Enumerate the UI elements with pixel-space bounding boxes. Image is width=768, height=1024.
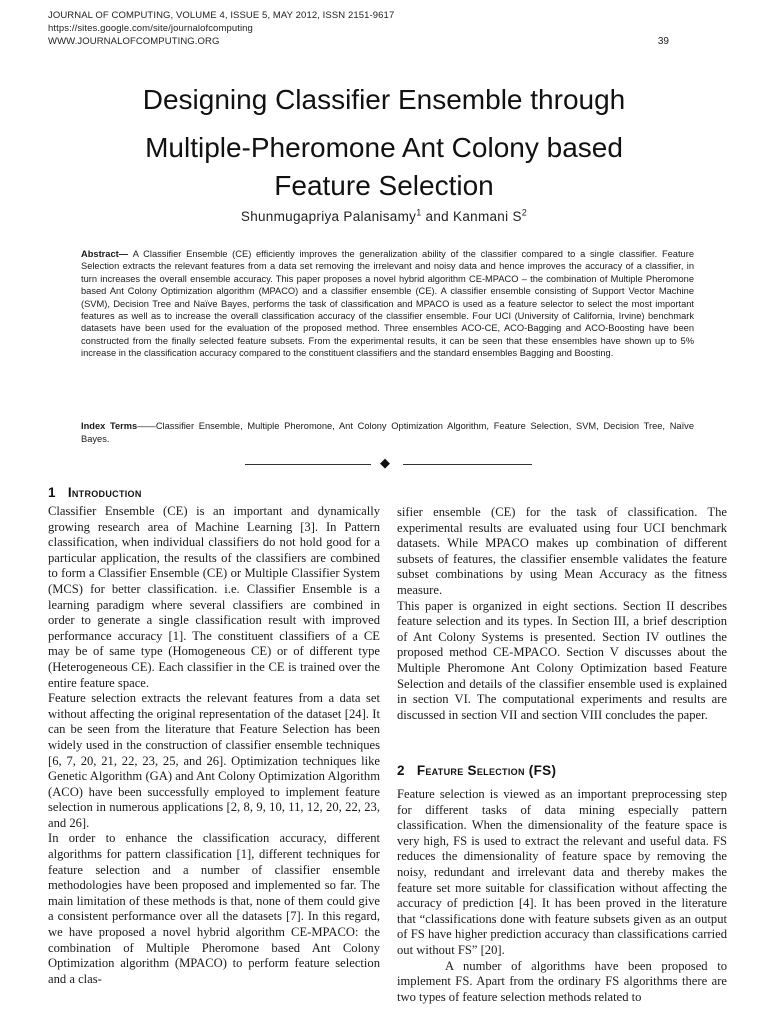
- paper-title-line-3: Feature Selection: [274, 170, 494, 201]
- section-title: Introduction: [67, 485, 142, 500]
- author-1: Shunmugapriya Palanisamy: [240, 209, 417, 224]
- index-terms-text: Classifier Ensemble, Multiple Pheromone, Ant Colony Optimization Algorithm, Feature Selection, SVM, Decision Tree, Naïve Bayes.: [81, 421, 694, 444]
- right-column-intro: [397, 505, 727, 723]
- abstract: [81, 248, 694, 360]
- index-terms-label: Index Terms: [81, 421, 138, 431]
- right-column-feature-selection: [397, 787, 727, 1005]
- paper-title-line-2: Multiple-Pheromone Ant Colony based: [145, 132, 623, 163]
- paper-title-line-1: Designing Classifier Ensemble through: [142, 84, 626, 115]
- paragraph: In order to enhance the classification accuracy, different algorithms for pattern classification [1], different techniques for feature selection and a number of classifier ensemble methodologies have been proposed and implemented so far. The main limitation of these methods is that, none of them could give a consistent performance over all the datasets [7]. In this regard, we have proposed a novel hybrid algorithm CE-MPACO: the combination of Multiple Pheromone based Ant Colony Optimization algorithm (MPACO) to perform feature selection and a clas-: [48, 831, 380, 986]
- separator-line-left: [245, 464, 371, 465]
- author-2: Kanmani S: [453, 209, 522, 224]
- journal-website[interactable]: WWW.JOURNALOFCOMPUTING.ORG: [48, 36, 220, 47]
- section-heading-feature-selection: [397, 763, 556, 778]
- journal-url[interactable]: https://sites.google.com/site/journalofcomputing: [48, 23, 253, 34]
- paragraph: Feature selection is viewed as an important preprocessing step for different tasks of data mining especially pattern classification. When the dimensionality of the feature space is very high, FS is used to extract the relevant and useful data. FS reduces the dimensionality of feature space by removing the noisy, redundant and irrelevant data and thereby makes the feature set more suitable for classification without affecting the accuracy of prediction [4]. It has been proved in the literature that “classifications done with feature subsets given as an output of FS have higher prediction accuracy than classifications carried out without FS” [20].: [397, 787, 727, 957]
- section-title: Feature Selection (FS): [416, 763, 557, 778]
- separator-line-right: [403, 464, 532, 465]
- author-1-affiliation: 1: [416, 207, 422, 218]
- abstract-text: A Classifier Ensemble (CE) efficiently improves the generalization ability of the classifier compared to a single classifier. Feature Selection extracts the relevant features from a data set removing the irrelevant and noisy data and hence improves the accuracy of a classifier, in turn increases the overall ensemble accuracy. This paper proposes a novel hybrid algorithm CE-MPACO – the combination of Multiple Pheromone based Ant Colony Optimization algorithm (MPACO) and a classifier ensemble (CE). A classifier ensemble consisting of Support Vector Machine (SVM), Decision Tree and Naïve Bayes, performs the task of classification and MPACO is used as a feature selector to select the most important features as well as to increase the overall classification accuracy of the classifier ensemble. Four UCI (University of California, Irvine) benchmark datasets have been used for the evaluation of the proposed method. Three ensembles ACO-CE, ACO-Bagging and ACO-Boosting have been constructed from the finally selected feature subsets. From the experimental results, it can be seen that these ensembles have shown up to 5% increase in the classification accuracy compared to the constituent classifiers and the standard ensembles Bagging and Boosting.: [81, 249, 694, 359]
- journal-header-line: JOURNAL OF COMPUTING, VOLUME 4, ISSUE 5, MAY 2012, ISSN 2151-9617: [48, 10, 395, 21]
- author-2-affiliation: 2: [521, 207, 528, 218]
- author-separator: and: [421, 209, 454, 224]
- abstract-dash: —: [118, 249, 133, 259]
- paragraph: A number of algorithms have been proposed to implement FS. Apart from the ordinary FS algorithms there are two types of feature selection methods related to: [397, 958, 727, 1004]
- section-heading-introduction: [48, 485, 142, 500]
- section-number: 1: [48, 485, 56, 500]
- paragraph: Feature selection extracts the relevant features from a data set without affecting the original representation of the dataset [24]. It can be seen from the literature that Feature Selection has been widely used in the construction of classifier ensemble techniques [6, 7, 20, 21, 22, 23, 25, and 26]. Optimization techniques like Genetic Algorithm (GA) and Ant Colony Optimization Algorithm (ACO) have been successfully employed to implement feature selection in numerous applications [2, 8, 9, 10, 11, 12, 20, 22, 23, and 26].: [48, 691, 380, 830]
- index-terms: [81, 420, 694, 446]
- page-number: 39: [657, 36, 669, 47]
- paragraph: This paper is organized in eight sections. Section II describes feature selection and its types. In Section III, a brief description of Ant Colony Systems is presented. Section IV outlines the proposed method CE-MPACO. Section V discusses about the Multiple Pheromone Ant Colony Optimization based Feature Selection and details of the classifier ensemble used is explained in section VI. The computational experiments and results are discussed in section VII and section VIII concludes the paper.: [397, 598, 727, 722]
- index-terms-dash: ——: [137, 421, 156, 431]
- separator-diamond-icon: ◆: [380, 456, 390, 471]
- paragraph: sifier ensemble (CE) for the task of classification. The experimental results are evaluated using four UCI benchmark datasets. While MPACO makes up combination of different subsets of features, the classifier ensemble validates the feature subset combinations by using Mean Accuracy as the fitness measure.: [397, 505, 727, 597]
- abstract-label: Abstract: [81, 249, 119, 259]
- section-number: 2: [397, 763, 405, 778]
- author-line: [48, 209, 720, 224]
- left-column: [48, 504, 380, 987]
- paragraph: Classifier Ensemble (CE) is an important and dynamically growing research area of Machine Learning [3]. In Pattern classification, when individual classifiers do not hold good for a particular application, the results of the classifiers are combined to form a Classifier Ensemble (CE) or Multiple Classifier System (MCS) for better classification. i.e. Classifier Ensemble is a learning paradigm where several classifiers are combined in order to generate a single classification result with improved performance accuracy [1]. The constituent classifiers of a CE may be of same type (Homogeneous CE) or of different type (Heterogeneous CE). Each classifier in the CE is trained over the entire feature space.: [48, 504, 380, 690]
